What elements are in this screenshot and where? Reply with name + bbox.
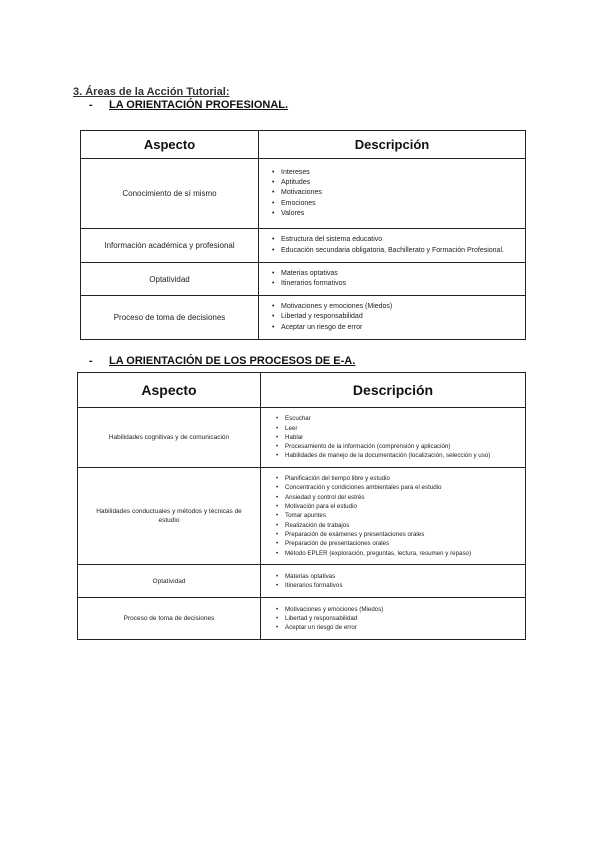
- list-item: • Preparación de presentaciones orales: [285, 539, 525, 548]
- list-item: • Emociones: [281, 199, 525, 209]
- description-cell: [259, 263, 526, 296]
- aspect-cell: Optatividad: [81, 263, 259, 296]
- list-item: • Aptitudes: [281, 178, 525, 188]
- list-item: • Ansiedad y control del estrés: [285, 493, 525, 502]
- list-item: • Aceptar un riesgo de error: [281, 323, 525, 333]
- list-item: • Habilidades de manejo de la documentación (localización, selección y uso): [285, 451, 525, 460]
- list-item: • Procesamiento de la información (comprensión y aplicación): [285, 442, 525, 451]
- aspect-cell: Conocimiento de sí mismo: [81, 159, 259, 229]
- description-cell: [259, 229, 526, 263]
- aspect-cell: Optatividad: [78, 565, 261, 598]
- list-item: • Aceptar un riesgo de error: [285, 623, 525, 632]
- subheading-orientacion-procesos: [89, 355, 355, 367]
- list-item: • Valores: [281, 209, 525, 219]
- header-aspecto: Aspecto: [78, 373, 261, 408]
- list-item: • Libertad y responsabilidad: [281, 312, 525, 322]
- section-title: 3. Áreas de la Acción Tutorial:: [73, 86, 230, 98]
- subheading-text: LA ORIENTACIÓN DE LOS PROCESOS DE E-A.: [109, 355, 356, 367]
- aspect-cell: Proceso de toma de decisiones: [81, 296, 259, 340]
- list-item: • Intereses: [281, 168, 525, 178]
- list-item: • Materias optativas: [281, 269, 525, 279]
- description-list: [271, 474, 525, 558]
- list-item: • Método EPLER (exploración, preguntas, lectura, resumen y repaso): [285, 549, 525, 558]
- list-item: • Itinerarios formativos: [281, 279, 525, 289]
- table-row: [81, 296, 526, 340]
- subheading-text: LA ORIENTACIÓN PROFESIONAL.: [109, 99, 289, 111]
- header-descripcion: Descripción: [261, 373, 526, 408]
- table-row: [81, 159, 526, 229]
- description-list: [267, 235, 525, 256]
- list-item: • Planificación del tiempo libre y estudio: [285, 474, 525, 483]
- list-item: • Motivaciones y emociones (Miedos): [285, 605, 525, 614]
- aspect-cell: Habilidades conductuales y métodos y técnicas de estudio: [78, 468, 261, 565]
- dash-bullet: -: [89, 99, 93, 111]
- list-item: • Motivación para el estudio: [285, 502, 525, 511]
- description-cell: [259, 159, 526, 229]
- header-aspecto: Aspecto: [81, 131, 259, 159]
- subheading-orientacion-profesional: [89, 99, 288, 111]
- list-item: • Concentración y condiciones ambientales para el estudio: [285, 483, 525, 492]
- table-row: [78, 565, 526, 598]
- table-row: [78, 408, 526, 468]
- list-item: • Motivaciones: [281, 188, 525, 198]
- description-list: [271, 572, 525, 591]
- aspect-cell: Habilidades cognitivas y de comunicación: [78, 408, 261, 468]
- list-item: • Itinerarios formativos: [285, 581, 525, 590]
- table-row: [81, 263, 526, 296]
- description-list: [271, 414, 525, 460]
- header-descripcion: Descripción: [259, 131, 526, 159]
- description-list: [271, 605, 525, 633]
- list-item: • Preparación de exámenes y presentaciones orales: [285, 530, 525, 539]
- description-cell: [259, 296, 526, 340]
- description-cell: [261, 408, 526, 468]
- table-row: [81, 229, 526, 263]
- dash-bullet: -: [89, 355, 93, 367]
- description-list: [267, 269, 525, 290]
- description-cell: [261, 565, 526, 598]
- list-item: • Estructura del sistema educativo: [281, 235, 525, 245]
- list-item: • Realización de trabajos: [285, 521, 525, 530]
- table-header-row: [78, 373, 526, 408]
- description-cell: [261, 468, 526, 565]
- list-item: • Libertad y responsabilidad: [285, 614, 525, 623]
- table-header-row: [81, 131, 526, 159]
- list-item: • Hablar: [285, 433, 525, 442]
- table-orientacion-procesos: [77, 372, 526, 640]
- list-item: • Leer: [285, 424, 525, 433]
- aspect-cell: Proceso de toma de decisiones: [78, 598, 261, 640]
- table-row: [78, 598, 526, 640]
- list-item: • Escuchar: [285, 414, 525, 423]
- table-row: [78, 468, 526, 565]
- aspect-cell: Información académica y profesional: [81, 229, 259, 263]
- list-item: • Educación secundaria obligatoria, Bachillerato y Formación Profesional.: [281, 246, 525, 256]
- description-list: [267, 302, 525, 333]
- description-cell: [261, 598, 526, 640]
- description-list: [267, 168, 525, 219]
- list-item: • Tomar apuntes: [285, 511, 525, 520]
- list-item: • Motivaciones y emociones (Miedos): [281, 302, 525, 312]
- table-orientacion-profesional: [80, 130, 526, 340]
- list-item: • Materias optativas: [285, 572, 525, 581]
